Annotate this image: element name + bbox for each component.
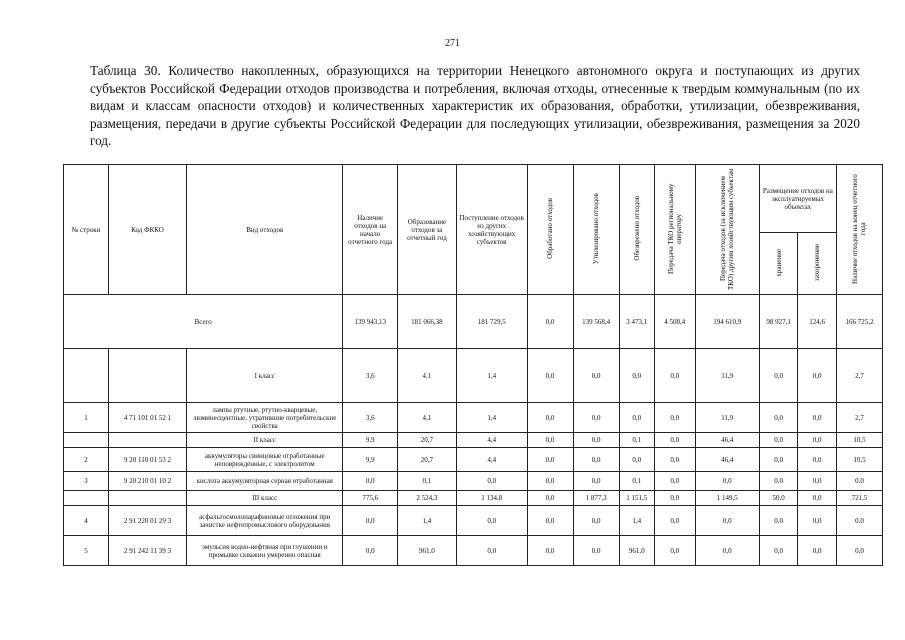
value-cell: 0,0 [456,472,527,491]
value-cell: 1 134,8 [456,491,527,506]
value-cell: 3,6 [343,349,398,403]
value-cell: 9,9 [343,433,398,448]
class-row [64,433,883,448]
class-row [64,349,883,403]
code-cell: 2 91 220 01 29 3 [108,506,186,536]
value-cell: 46,4 [695,448,759,472]
row-no-cell [64,491,109,506]
value-cell: 0,0 [527,472,573,491]
header-received: Поступление отходов из других хозяйствующих субъектов [456,165,527,295]
value-cell: 0,0 [619,349,654,403]
value-cell: 0,0 [695,506,759,536]
value-cell: 4,4 [456,433,527,448]
code-cell: 9 20 210 01 10 2 [108,472,186,491]
value-cell: 0,0 [343,472,398,491]
row-no-cell: 5 [64,536,109,566]
value-cell: 0,0 [654,349,695,403]
total-label: Всего [64,295,343,349]
value-cell: 0,0 [798,472,837,491]
value-cell: 139 943,13 [343,295,398,349]
class-label: I класс [187,349,343,403]
value-cell: 0,0 [798,433,837,448]
header-utilized: Утилизировано отходов [573,165,619,295]
table-row [64,506,883,536]
table-row [64,448,883,472]
value-cell: 0,0 [343,506,398,536]
value-cell: 20,7 [397,448,456,472]
header-to-operator: Передача ТКО региональному оператору [654,165,695,295]
value-cell: 20,7 [397,433,456,448]
value-cell: 2 524,3 [397,491,456,506]
value-cell: 11,9 [695,349,759,403]
value-cell: 4,4 [456,448,527,472]
value-cell: 0,0 [695,472,759,491]
class-row [64,491,883,506]
value-cell: 0,0 [798,536,837,566]
waste-name-cell: асфальтосмолопарафиновые отложения при зачистке нефтепромыслового оборудования [187,506,343,536]
code-cell [108,349,186,403]
total-row [64,295,883,349]
value-cell: 0,0 [619,403,654,433]
row-no-cell [64,349,109,403]
table-row [64,472,883,491]
header-placement-group: Размещение отходов на эксплуатируемых объектах [759,165,836,233]
value-cell: 0,0 [759,403,798,433]
value-cell: 3,6 [343,403,398,433]
value-cell: 0,0 [456,536,527,566]
value-cell: 0,0 [527,349,573,403]
value-cell: 775,6 [343,491,398,506]
waste-name-cell: кислота аккумуляторная серная отработанная [187,472,343,491]
value-cell: 0,0 [759,349,798,403]
value-cell: 4,1 [397,403,456,433]
value-cell: 0,0 [654,536,695,566]
row-no-cell [64,433,109,448]
value-cell: 961,0 [619,536,654,566]
header-start-balance: Наличие отходов на начало отчетного года [343,165,398,295]
value-cell: 0,0 [759,472,798,491]
value-cell: 181 066,38 [397,295,456,349]
value-cell: 0,0 [759,506,798,536]
value-cell: 50,0 [759,491,798,506]
value-cell: 0,0 [836,506,882,536]
table-caption: Таблица 30. Количество накопленных, образующихся на территории Ненецкого автономного округа и поступающих из других субъектов Российской Федерации отходов производства и потребления, включая отходы, отнесенные к твердым коммунальным (по их видам и классам опасности отходов) и количественных характеристик их образования, обработки, утилизации, обезвреживания, размещения, передачи в другие субъекты Российской Федерации для последующих утилизации, обезвреживания, размещения за 2020 год. [90,63,860,149]
value-cell: 0,1 [397,472,456,491]
value-cell: 2,7 [836,349,882,403]
value-cell: 0,1 [619,433,654,448]
value-cell: 0,0 [836,472,882,491]
value-cell: 0,0 [695,536,759,566]
header-row-no: № строки [64,165,109,295]
value-cell: 0,0 [573,448,619,472]
value-cell: 4,1 [397,349,456,403]
value-cell: 0,0 [654,433,695,448]
value-cell: 1,4 [456,403,527,433]
value-cell: 0,1 [619,472,654,491]
header-neutralized: Обезврежено отходов [619,165,654,295]
header-transferred: Передача отходов (за исключением ТКО) другим хозяйствующим субъектам [695,165,759,295]
table-row [64,536,883,566]
value-cell: 2,7 [836,403,882,433]
waste-name-cell: эмульсия водно-нефтяная при глушении и промывке скважин умеренно опасная [187,536,343,566]
header-burial: захоронение [798,233,837,295]
value-cell: 0,0 [654,506,695,536]
value-cell: 1,4 [456,349,527,403]
value-cell: 10,5 [836,433,882,448]
value-cell: 0,0 [798,506,837,536]
value-cell: 721,5 [836,491,882,506]
value-cell: 46,4 [695,433,759,448]
code-cell: 4 71 101 01 52 1 [108,403,186,433]
value-cell: 0,0 [527,536,573,566]
value-cell: 0,0 [527,506,573,536]
waste-table [63,164,883,566]
waste-name-cell: аккумуляторы свинцовые отработанные неповрежденные, с электролитом [187,448,343,472]
value-cell: 3 473,1 [619,295,654,349]
value-cell: 0,0 [527,448,573,472]
value-cell: 194 610,9 [695,295,759,349]
value-cell: 181 729,5 [456,295,527,349]
header-fkko: Код ФККО [108,165,186,295]
value-cell: 0,0 [798,491,837,506]
code-cell: 9 20 110 01 53 2 [108,448,186,472]
header-waste-type: Вид отходов [187,165,343,295]
class-label: II класс [187,433,343,448]
code-cell [108,433,186,448]
value-cell: 0,0 [573,506,619,536]
value-cell: 0,0 [798,403,837,433]
value-cell: 11,9 [695,403,759,433]
value-cell: 0,0 [527,491,573,506]
row-no-cell: 3 [64,472,109,491]
value-cell: 0,0 [759,448,798,472]
waste-name-cell: лампы ртутные, ртутно-кварцевые, люминесцентные, утратившие потребительские свойства [187,403,343,433]
header-generated: Образование отходов за отчетный год [397,165,456,295]
value-cell: 0,0 [654,448,695,472]
value-cell: 0,0 [343,536,398,566]
value-cell: 0,0 [456,506,527,536]
value-cell: 0,0 [527,295,573,349]
value-cell: 1,4 [619,506,654,536]
value-cell: 9,9 [343,448,398,472]
value-cell: 0,0 [798,448,837,472]
value-cell: 0,0 [573,472,619,491]
value-cell: 139 568,4 [573,295,619,349]
value-cell: 10,5 [836,448,882,472]
value-cell: 1,4 [397,506,456,536]
value-cell: 0,0 [573,536,619,566]
value-cell: 98 927,1 [759,295,798,349]
value-cell: 0,0 [527,403,573,433]
code-cell: 2 91 242 11 39 3 [108,536,186,566]
value-cell: 0,0 [759,536,798,566]
table-row [64,403,883,433]
value-cell: 0,0 [654,472,695,491]
code-cell [108,491,186,506]
value-cell: 1 151,5 [619,491,654,506]
value-cell: 0,0 [798,349,837,403]
value-cell: 0,0 [836,536,882,566]
value-cell: 0,0 [527,433,573,448]
value-cell: 0,0 [573,433,619,448]
value-cell: 961,0 [397,536,456,566]
value-cell: 0,0 [619,448,654,472]
row-no-cell: 1 [64,403,109,433]
header-storage: хранение [759,233,798,295]
value-cell: 1 149,5 [695,491,759,506]
value-cell: 0,0 [759,433,798,448]
header-end-balance: Наличие отходов на конец отчетного года [836,165,882,295]
value-cell: 0,0 [573,349,619,403]
row-no-cell: 2 [64,448,109,472]
row-no-cell: 4 [64,506,109,536]
value-cell: 4 508,4 [654,295,695,349]
value-cell: 1 877,3 [573,491,619,506]
page-number: 271 [445,38,460,49]
class-label: III класс [187,491,343,506]
value-cell: 166 725,2 [836,295,882,349]
value-cell: 124,6 [798,295,837,349]
table-body [64,295,883,566]
value-cell: 0,0 [654,491,695,506]
value-cell: 0,0 [573,403,619,433]
header-processed: Обработано отходов [527,165,573,295]
value-cell: 0,0 [654,403,695,433]
